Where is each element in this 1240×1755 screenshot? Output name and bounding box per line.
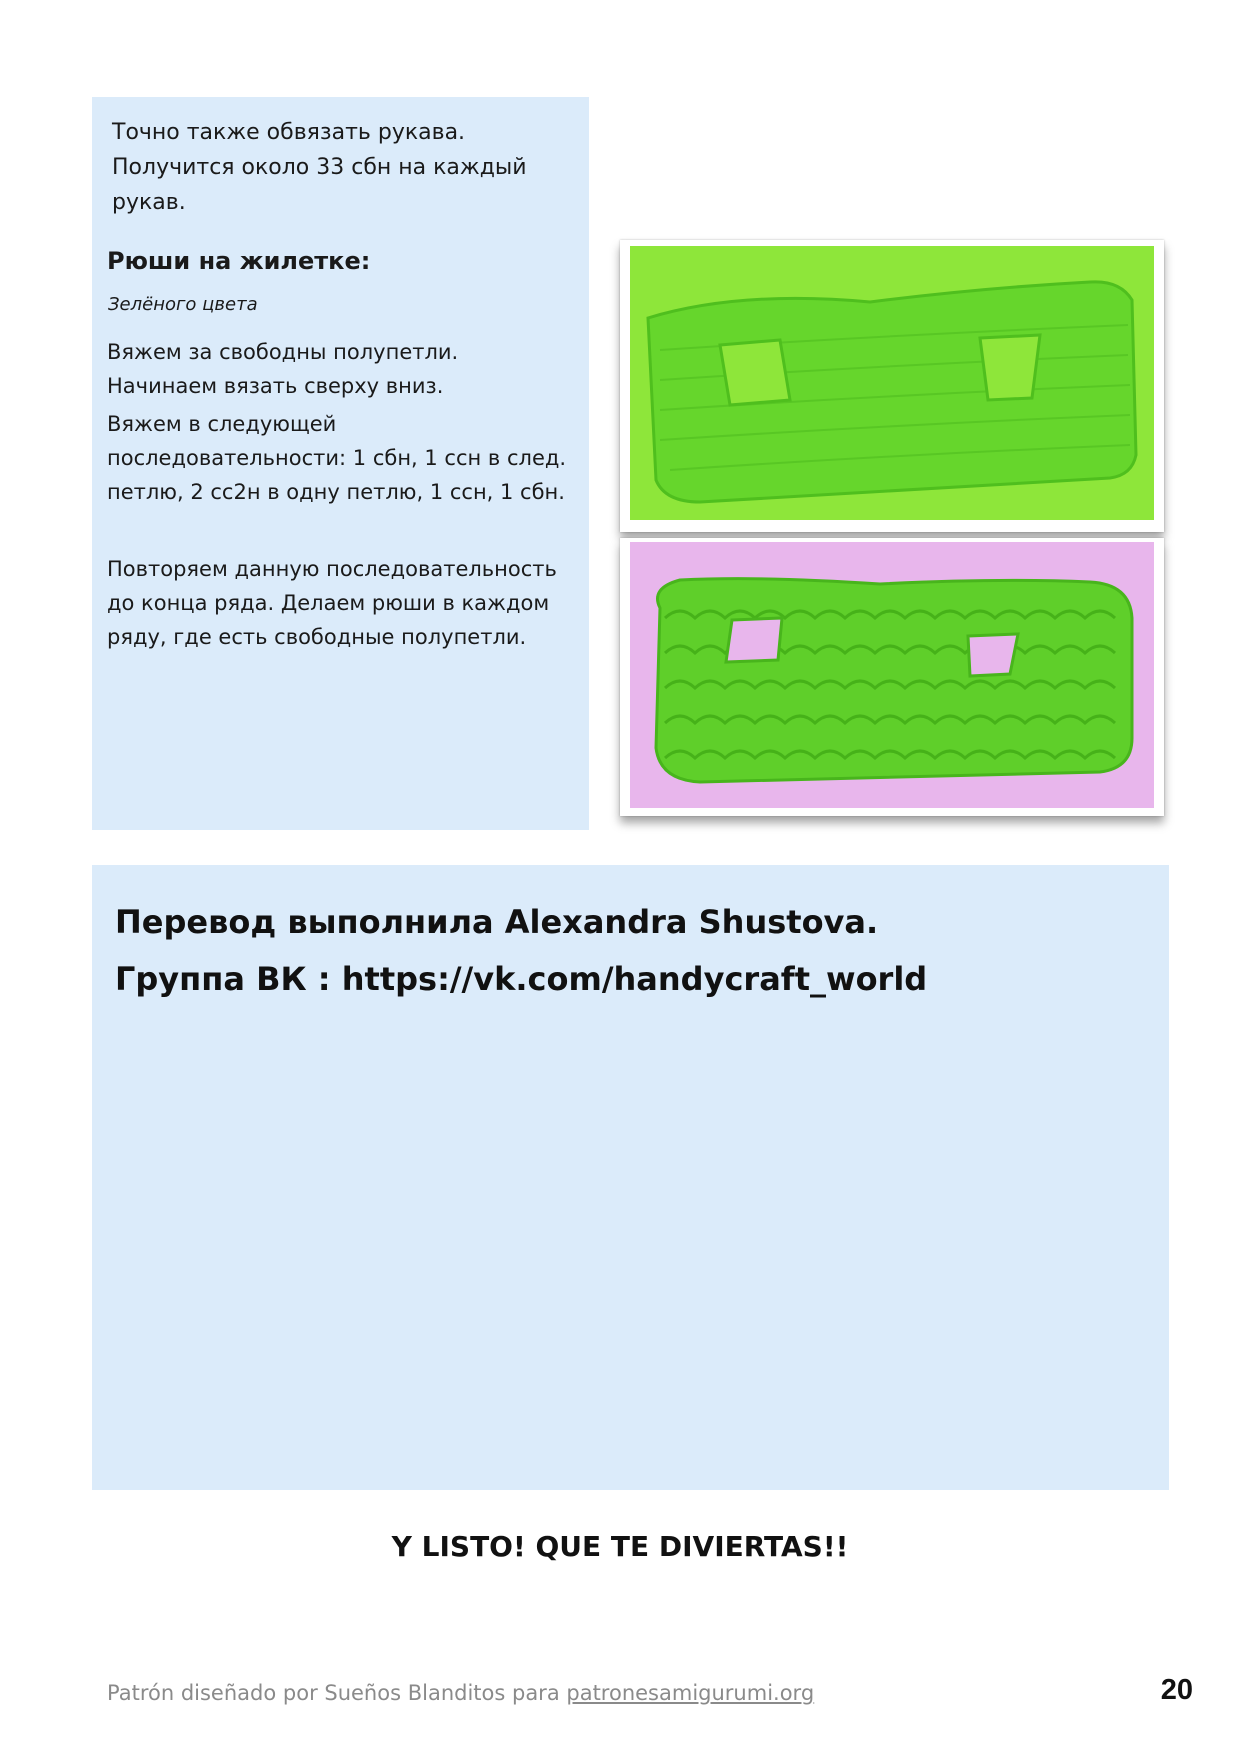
instruction-paragraph-2: Вяжем в следующей последовательности: 1 сбн, 1 ссн в след. петлю, 2 сс2н в одну петлю, 1 ссн, 1 сбн. xyxy=(107,412,567,504)
closing-message: Y LISTO! QUE TE DIVIERTAS!! xyxy=(391,1530,849,1563)
photo-ruffled-panel xyxy=(620,538,1164,816)
instruction-paragraph-3: Повторяем данную последовательность до конца ряда. Делаем рюши в каждом ряду, где есть свободные полупетли. xyxy=(107,557,557,649)
knitted-fabric xyxy=(648,282,1136,502)
intro-text: Точно также обвязать рукава. Получится около 33 сбн на каждый рукав. xyxy=(112,120,527,215)
armhole-left xyxy=(726,618,782,662)
armhole-left xyxy=(720,340,790,405)
footer-link[interactable]: patronesamigurumi.org xyxy=(566,1681,815,1705)
section-heading: Рюши на жилетке: xyxy=(107,247,371,275)
translator-credit: Перевод выполнила Alexandra Shustova. xyxy=(115,903,879,941)
instructions-panel xyxy=(92,97,589,830)
credits-panel xyxy=(92,865,1169,1490)
armhole-right xyxy=(968,634,1018,676)
footer-text: Patrón diseñado por Sueños Blanditos para xyxy=(107,1681,567,1705)
armhole-right xyxy=(980,335,1040,400)
photo-knitted-panel xyxy=(620,240,1164,532)
vk-group-credit: Группа ВК : https://vk.com/handycraft_world xyxy=(115,960,928,998)
color-note: Зелёного цвета xyxy=(108,294,258,315)
page-number: 20 xyxy=(1160,1674,1193,1706)
instruction-paragraph-1: Вяжем за свободны полупетли. Начинаем вязать сверху вниз. xyxy=(107,340,459,398)
footer xyxy=(107,1681,814,1705)
